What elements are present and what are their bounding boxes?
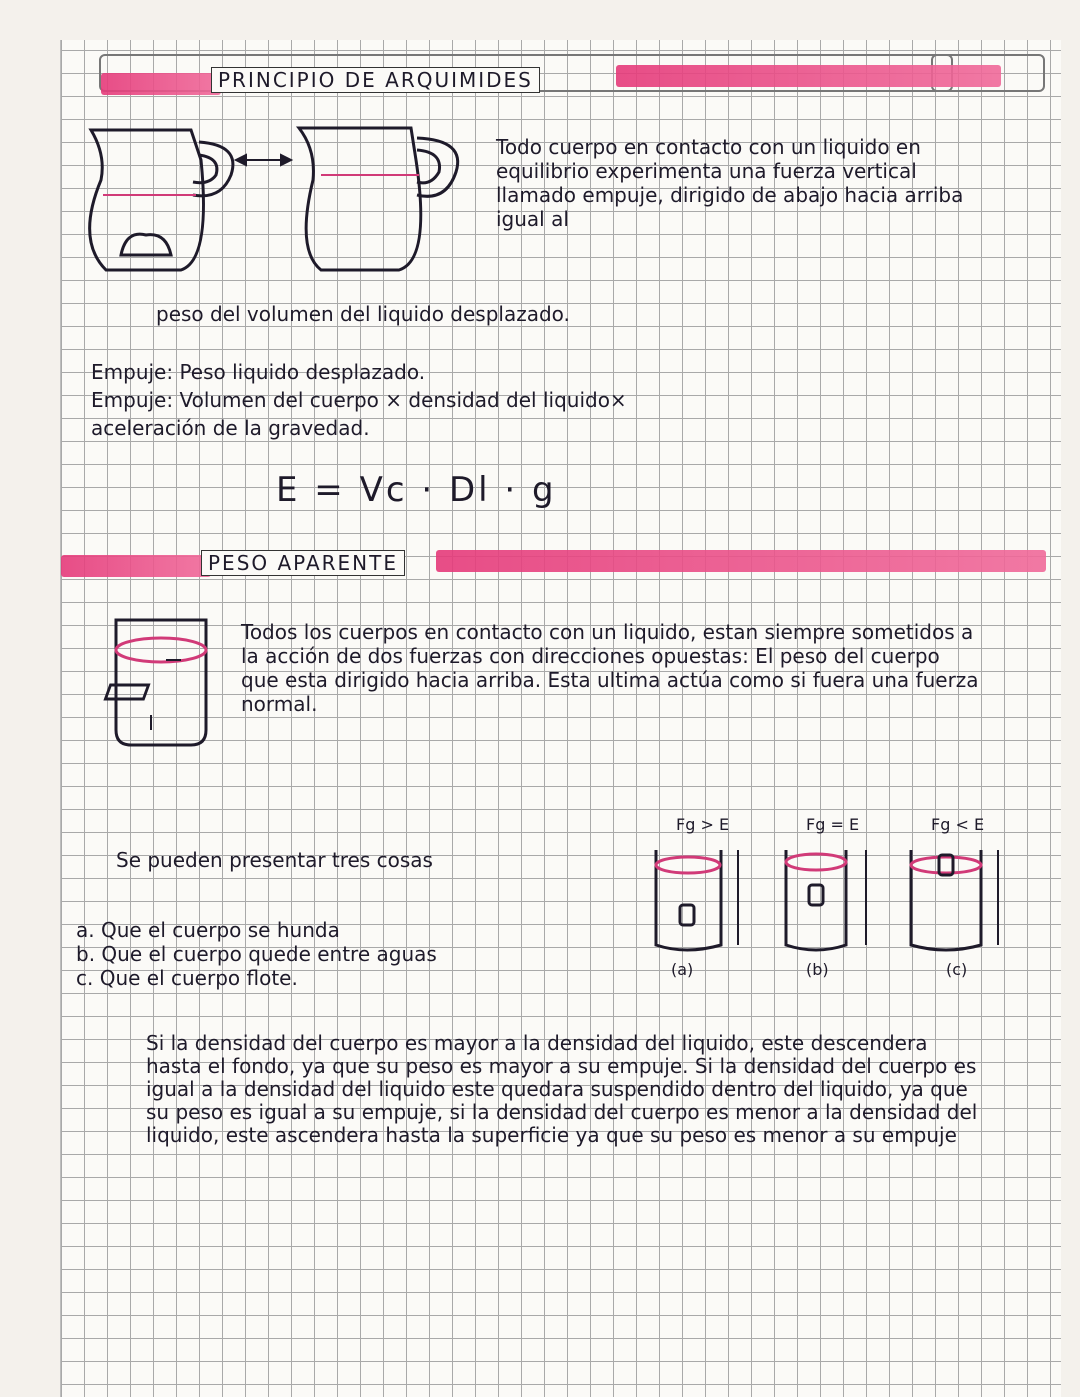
section1-banner	[101, 73, 221, 95]
notebook-page	[60, 40, 1061, 1397]
section1-paragraph-end: peso del volumen del liquido desplazado.	[156, 302, 570, 326]
section2-paragraph: Todos los cuerpos en contacto con un liquido, estan siempre sometidos a la acción de dos fuerzas con direcciones opuestas: El peso del cuerpo que esta dirigido hacia arriba. Esta ultima actúa como si fuera una fuerza normal.	[241, 620, 979, 716]
pitcher-right-icon	[299, 128, 458, 270]
case-b-label: (b)	[806, 960, 829, 979]
section2-banner-left	[61, 555, 211, 577]
glass-b-icon	[786, 850, 866, 950]
case-glasses-illustration	[646, 840, 1006, 960]
option-c: c. Que el cuerpo flote.	[76, 966, 298, 990]
three-cases-intro: Se pueden presentar tres cosas	[116, 848, 433, 872]
conclusion-paragraph: Si la densidad del cuerpo es mayor a la densidad del liquido, este descendera hasta el fondo, ya que su peso es mayor a su empuje. Si la densidad del cuerpo es igual a la densidad del liquido este quedara suspendido dentro del liquido, ya que su peso es igual a su empuje, si la densidad del cuerpo es menor a la densidad del liquido, este ascendera hasta la superficie ya que su peso es menor a su empuje	[146, 1031, 978, 1147]
section2-banner-right	[436, 550, 1046, 572]
case-c-condition: Fg < E	[931, 815, 985, 834]
glass-a-icon	[656, 850, 738, 950]
pitcher-left-icon	[90, 130, 233, 270]
double-arrow-icon	[236, 155, 291, 165]
case-b-condition: Fg = E	[806, 815, 860, 834]
option-b: b. Que el cuerpo quede entre aguas	[76, 942, 437, 966]
section1-paragraph: Todo cuerpo en contacto con un liquido en equilibrio experimenta una fuerza vertical llamado empuje, dirigido de abajo hacia arriba igual al	[496, 135, 964, 231]
pitchers-illustration	[81, 120, 461, 280]
jar-block-illustration	[106, 615, 216, 750]
option-a: a. Que el cuerpo se hunda	[76, 918, 340, 942]
case-a-label: (a)	[671, 960, 694, 979]
section2-title: PESO APARENTE	[201, 550, 405, 576]
jar-icon	[105, 620, 206, 745]
empuje-definition-2: Empuje: Volumen del cuerpo × densidad del liquido×	[91, 388, 627, 412]
empuje-definition-3: aceleración de la gravedad.	[91, 416, 370, 440]
section1-banner-right	[616, 65, 1001, 87]
section1-title: PRINCIPIO DE ARQUIMIDES	[211, 67, 540, 93]
empuje-formula: E = Vc · Dl · g	[276, 470, 557, 510]
empuje-definition-1: Empuje: Peso liquido desplazado.	[91, 360, 426, 384]
glass-c-icon	[911, 850, 998, 950]
case-a-condition: Fg > E	[676, 815, 730, 834]
case-c-label: (c)	[946, 960, 968, 979]
